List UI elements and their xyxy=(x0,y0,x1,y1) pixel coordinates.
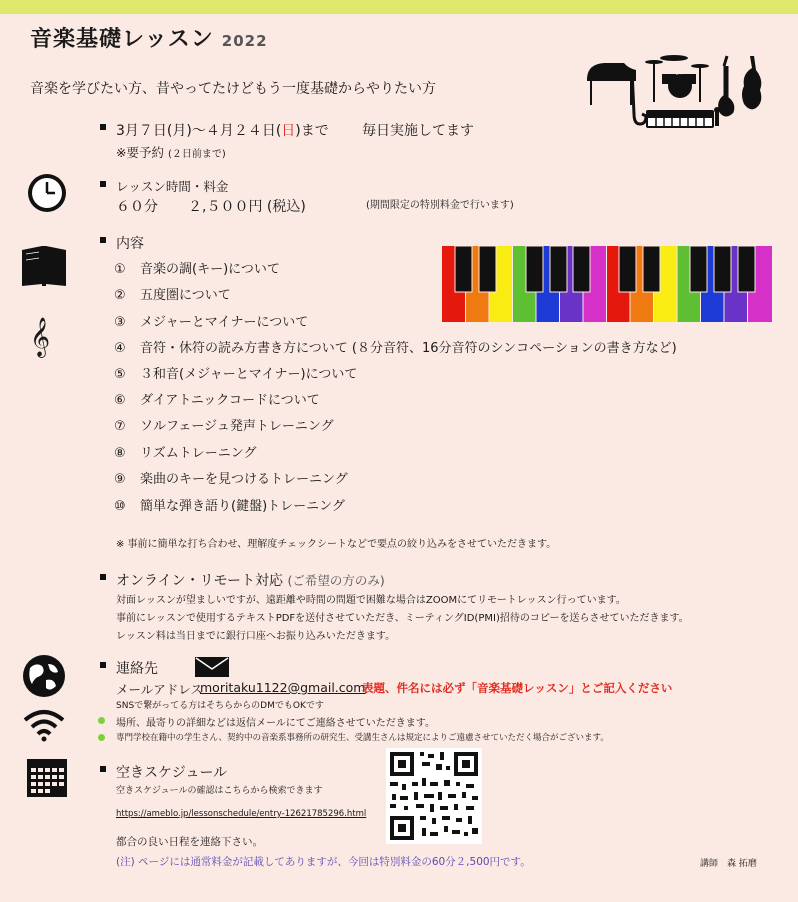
bullet xyxy=(100,237,106,243)
email-link[interactable]: moritaku1122@gmail.com xyxy=(200,680,366,695)
bullet-dot xyxy=(98,734,105,741)
online-line: レッスン料は当日までに銀行口座へお振り込みいただきます。 xyxy=(116,631,396,642)
online-line: 事前にレッスンで使用するテキストPDFを送付させていただき、ミーティングID(PMI)招待のコピーを送らさせていただきます。 xyxy=(116,613,689,624)
pricing-duration: ６０分 xyxy=(116,199,158,215)
treble-clef-icon: 𝄞 xyxy=(30,317,51,357)
availability-desc: 空きスケジュールの確認はこちらから検索できます xyxy=(116,786,323,796)
email-notice: 表題、件名には必ず「音楽基礎レッスン」とご記入ください xyxy=(362,681,673,695)
list-item: ⑤ ３和音(メジャーとマイナー)について xyxy=(114,367,358,382)
list-item: ② 五度圏について xyxy=(114,288,231,303)
list-item: ⑥ ダイアトニックコードについて xyxy=(114,393,320,408)
list-item: ⑦ ソルフェージュ発声トレーニング xyxy=(114,419,334,434)
contact-bullet: 専門学校在籍中の学生さん、契約中の音楽系事務所の研究生、受講生さんは規定によりご遠慮させていただく場合がございます。 xyxy=(116,733,609,743)
date-sunday: 日 xyxy=(281,123,296,139)
contents-note: ※ 事前に簡単な打ち合わせ、理解度チェックシートなどで要点の絞り込みをさせていただきます。 xyxy=(116,539,557,550)
book-icon xyxy=(20,244,68,288)
bullet xyxy=(100,574,106,580)
availability-contact: 都合の良い日程を連絡下さい。 xyxy=(116,836,263,848)
title-year: 2022 xyxy=(221,32,268,50)
teacher-name: 講師 森 拓磨 xyxy=(700,859,757,869)
contact-heading: 連絡先 xyxy=(116,661,158,677)
list-item: ⑨ 楽曲のキーを見つけるトレーニング xyxy=(114,472,348,487)
subtitle: 音楽を学びたい方、昔やってたけどもう一度基礎からやりたい方 xyxy=(30,81,436,97)
bullet xyxy=(100,124,106,130)
page-title: 音楽基礎レッスン 2022 xyxy=(30,27,268,52)
contact-bullet: 場所、最寄りの詳細などは返信メールにてご連絡させていただきます。 xyxy=(116,718,435,729)
instruments-icon xyxy=(584,54,770,130)
list-item: ⑩ 簡単な弾き語り(鍵盤)トレーニング xyxy=(114,499,345,514)
piano-keyboard-icon xyxy=(442,246,772,322)
availability-heading: 空きスケジュール xyxy=(116,765,228,781)
list-item: ⑧ リズムトレーニング xyxy=(114,446,257,461)
sns-note: SNSで繋がってる方はそちらからのDMでもOKです xyxy=(116,701,324,711)
mail-icon xyxy=(194,656,230,678)
schedule-link[interactable]: https://ameblo.jp/lessonschedule/entry-12621785296.html xyxy=(116,809,367,819)
bullet xyxy=(100,181,106,187)
date-range: 3月７日(月)〜４月２４日(日)まで xyxy=(116,123,329,139)
list-item: ④ 音符・休符の読み方書き方について (８分音符、16分音符のシンコペーションの書き方など) xyxy=(114,341,677,356)
qr-code-icon[interactable] xyxy=(386,748,482,844)
bullet-dot xyxy=(98,717,105,724)
wifi-icon xyxy=(22,708,66,742)
list-item: ③ メジャーとマイナーについて xyxy=(114,315,309,330)
reservation-note: ※要予約 (２日前まで) xyxy=(116,145,226,160)
bullet xyxy=(100,766,106,772)
online-heading: オンライン・リモート対応 (ご希望の方のみ) xyxy=(116,573,385,589)
footnote: (注) ページには通常料金が記載してありますが、今回は特別料金の60分２,500円です。 xyxy=(116,856,531,868)
calendar-icon xyxy=(26,758,68,798)
bullet xyxy=(100,662,106,668)
clock-icon xyxy=(26,172,68,214)
top-accent-bar xyxy=(0,0,798,14)
pricing-price: ２,５００円 (税込) xyxy=(188,199,306,215)
contents-heading: 内容 xyxy=(116,236,144,252)
list-item: ① 音楽の調(キー)について xyxy=(114,262,280,277)
pricing-note: (期間限定の特別料金で行います) xyxy=(366,200,514,211)
email-label: メールアドレス xyxy=(116,682,203,697)
pricing-heading: レッスン時間・料金 xyxy=(116,179,229,194)
daily-text: 毎日実施してます xyxy=(362,123,474,139)
globe-icon xyxy=(22,654,66,698)
online-line: 対面レッスンが望ましいですが、遠距離や時間の問題で困難な場合はZOOMにてリモートレッスン行っています。 xyxy=(116,595,626,606)
